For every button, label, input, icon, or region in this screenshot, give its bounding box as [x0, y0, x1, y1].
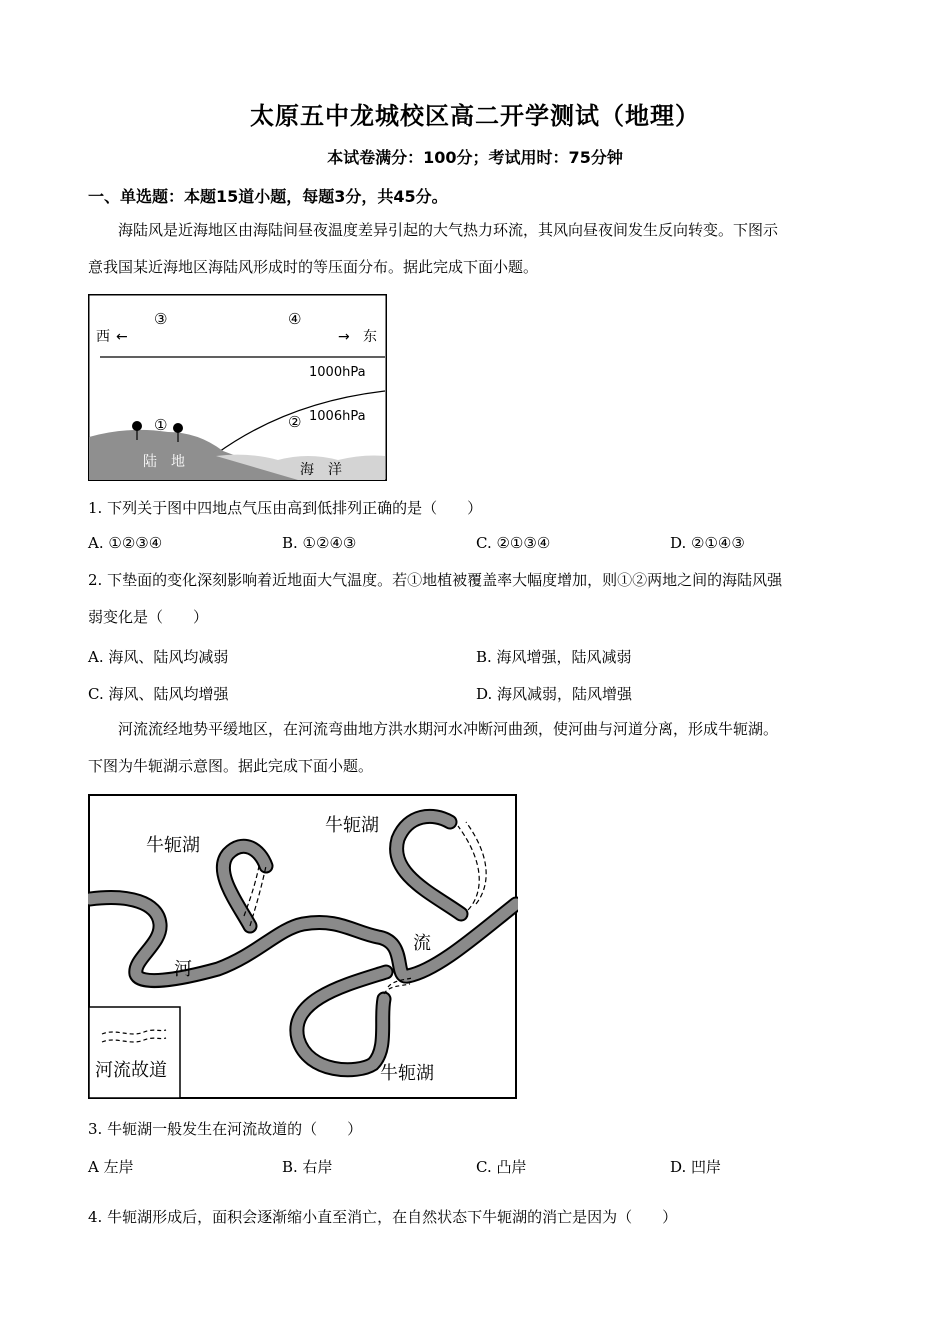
passage-2-line-2: 下图为牛轭湖示意图。据此完成下面小题。 — [88, 757, 374, 775]
q2-option-c[interactable]: C. 海风、陆风均增强 — [88, 685, 229, 703]
east-arrow-icon: → — [338, 329, 350, 345]
page-title: 太原五中龙城校区高二开学测试（地理） — [250, 102, 700, 130]
point-1-label: ① — [154, 416, 168, 434]
oxbow-lake-diagram — [88, 794, 518, 1100]
east-label: 东 — [363, 329, 377, 345]
question-3-stem: 3. 牛轭湖一般发生在河流故道的（ ） — [88, 1120, 363, 1138]
exam-info: 本试卷满分：100分；考试用时：75分钟 — [327, 148, 623, 167]
river-label-he: 河 — [174, 959, 192, 980]
q2-option-a[interactable]: A. 海风、陆风均减弱 — [88, 648, 229, 666]
ocean-label: 海 洋 — [300, 462, 342, 478]
q3-option-b[interactable]: B. 右岸 — [282, 1158, 333, 1176]
q1-option-a[interactable]: A. ①②③④ — [88, 534, 163, 552]
isobar-1006-label: 1006hPa — [309, 409, 366, 424]
legend-box — [89, 1007, 180, 1098]
q2-option-b[interactable]: B. 海风增强，陆风减弱 — [476, 648, 632, 666]
q1-option-c[interactable]: C. ②①③④ — [476, 534, 551, 552]
land-label: 陆 地 — [143, 454, 185, 470]
q3-option-a[interactable]: A 左岸 — [88, 1158, 134, 1176]
passage-2-line-1: 河流流经地势平缓地区，在河流弯曲地方洪水期河水冲断河曲颈，使河曲与河道分离，形成牛轭湖。 — [118, 720, 779, 738]
section-heading: 一、单选题：本题15道小题，每题3分，共45分。 — [88, 187, 448, 206]
west-arrow-icon: ← — [116, 329, 128, 345]
q3-option-c[interactable]: C. 凸岸 — [476, 1158, 527, 1176]
passage-1 — [88, 212, 868, 286]
q2-option-d[interactable]: D. 海风减弱，陆风增强 — [476, 685, 633, 703]
q1-option-b[interactable]: B. ①②④③ — [282, 534, 357, 552]
question-2-line-2: 弱变化是（ ） — [88, 608, 209, 626]
river-label-liu: 流 — [413, 933, 431, 954]
tree-icon — [173, 423, 183, 433]
passage-2 — [88, 711, 868, 785]
q3-option-d[interactable]: D. 凹岸 — [670, 1158, 722, 1176]
point-2-label: ② — [288, 413, 302, 431]
tree-icon — [132, 421, 142, 431]
question-1-stem: 1. 下列关于图中四地点气压由高到低排列正确的是（ ） — [88, 499, 483, 517]
question-4-stem: 4. 牛轭湖形成后，面积会逐渐缩小直至消亡，在自然状态下牛轭湖的消亡是因为（ ） — [88, 1208, 678, 1226]
question-2-line-1: 2. 下垫面的变化深刻影响着近地面大气温度。若①地植被覆盖率大幅度增加，则①②两地之间的海陆风强 — [88, 571, 783, 589]
point-4-label: ④ — [288, 310, 302, 328]
oxbow-label-top: 牛轭湖 — [325, 815, 379, 836]
q1-option-d[interactable]: D. ②①④③ — [670, 534, 745, 552]
isobar-1000-label: 1000hPa — [309, 365, 366, 380]
isobar-diagram — [88, 294, 388, 482]
oxbow-label-bottom: 牛轭湖 — [380, 1063, 434, 1084]
legend-label: 河流故道 — [95, 1060, 167, 1081]
point-3-label: ③ — [154, 310, 168, 328]
oxbow-label-left: 牛轭湖 — [146, 835, 200, 856]
passage-1-line-1: 海陆风是近海地区由海陆间昼夜温度差异引起的大气热力环流，其风向昼夜间发生反向转变。下图示 — [118, 221, 779, 239]
west-label: 西 — [96, 329, 110, 345]
passage-1-line-2: 意我国某近海地区海陆风形成时的等压面分布。据此完成下面小题。 — [88, 258, 539, 276]
question-2-stem — [88, 562, 868, 636]
